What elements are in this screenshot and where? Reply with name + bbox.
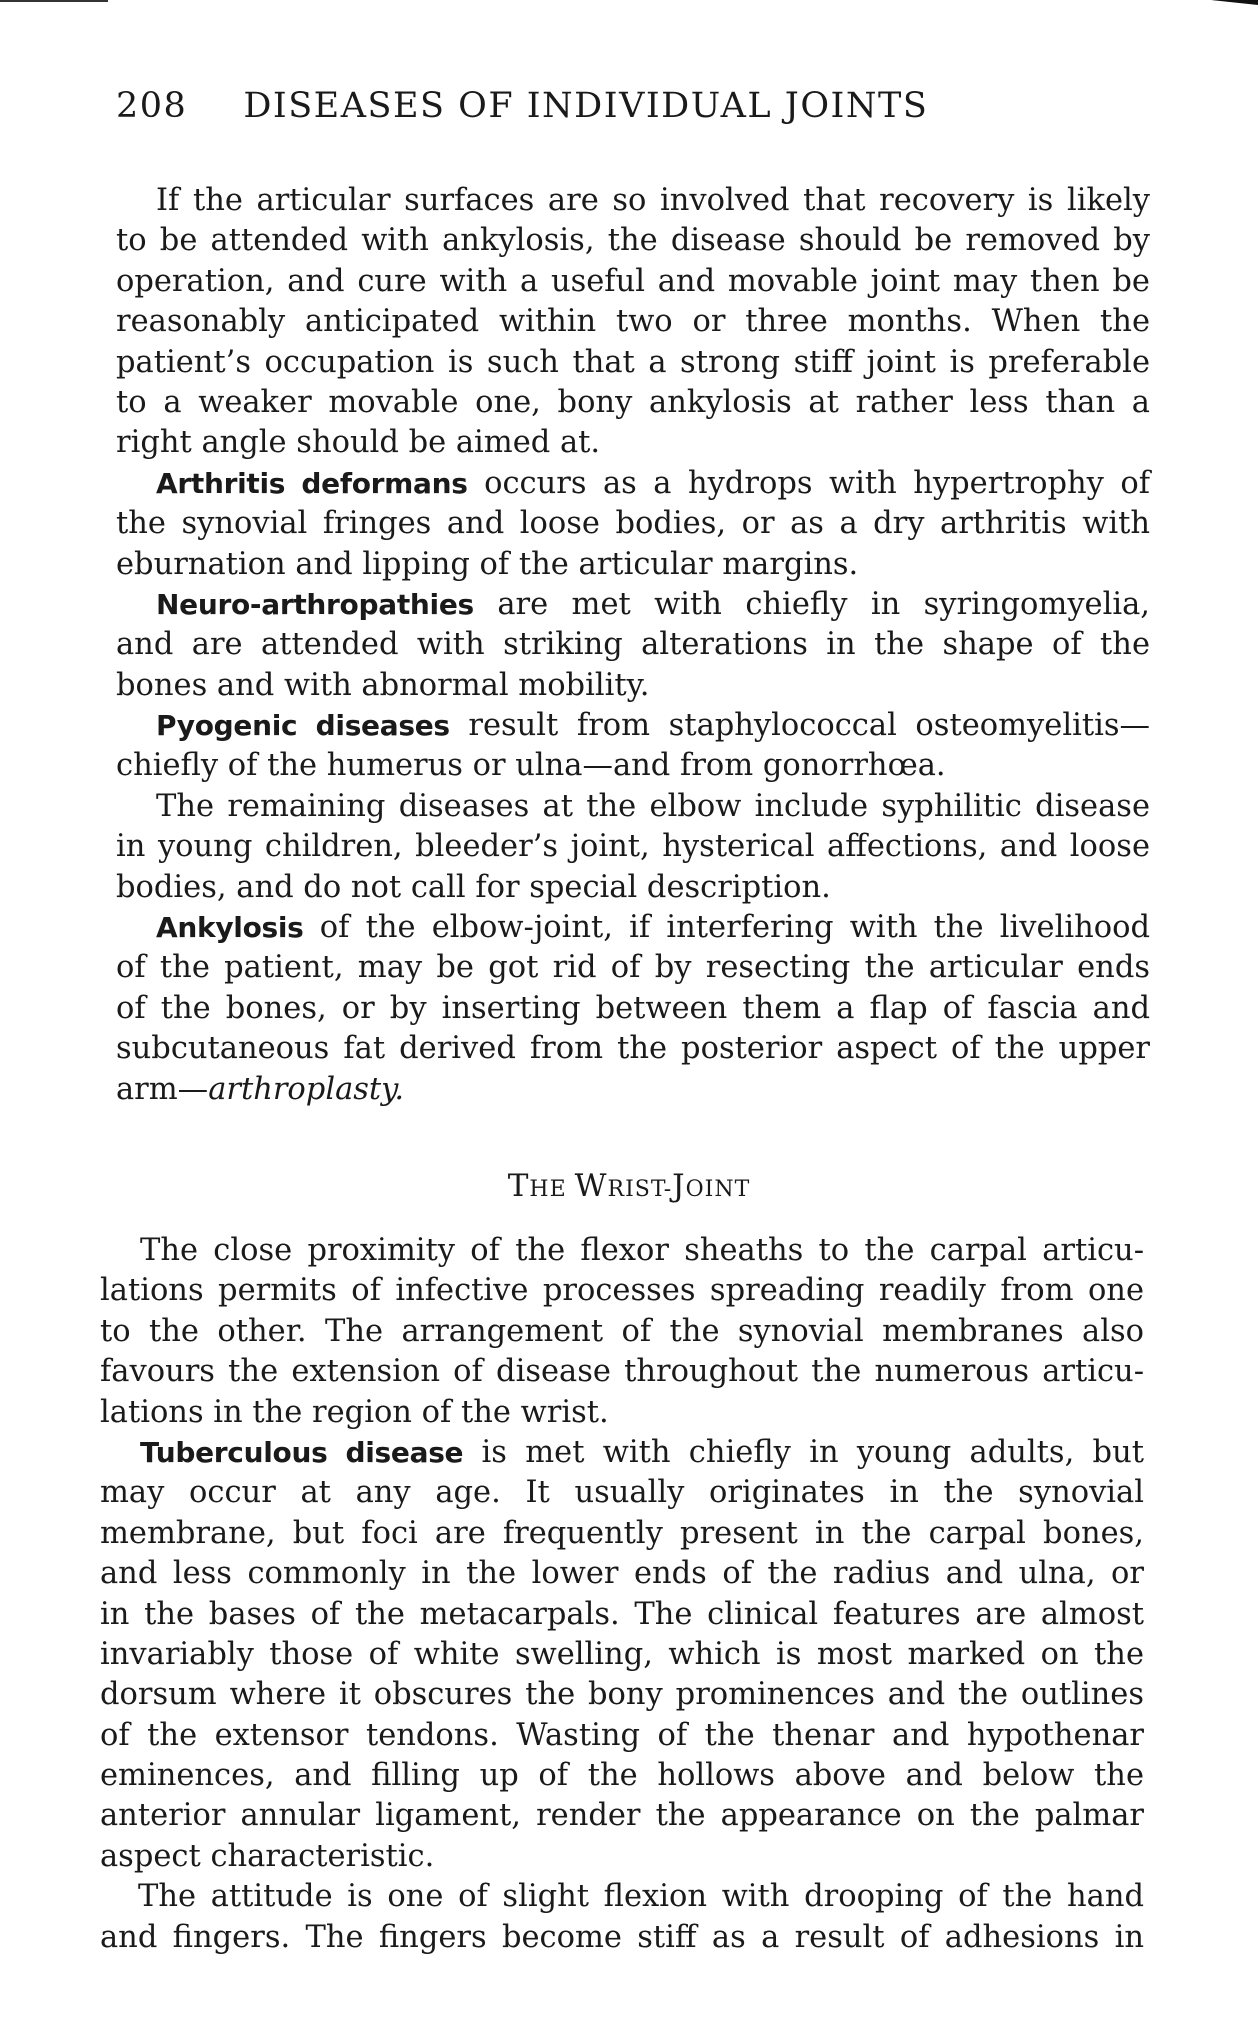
scan-edge-mark [0,0,108,2]
section-heading: THE WRIST-JOINT [507,1168,751,1204]
text-line: of the extensor tendons. Wasting of the thenar and hypothenar [100,1717,1144,1753]
text-line: of the bones, or by inserting between them a flap of fascia and [116,990,1150,1026]
text-line: patient’s occupation is such that a strong stiff joint is preferable [116,344,1150,380]
text-line: reasonably anticipated within two or three months. When the [116,304,1150,340]
upper-text-block [116,181,1150,1110]
running-title: DISEASES OF INDIVIDUAL JOINTS [243,86,929,126]
text-line: dorsum where it obscures the bony prominences and the outlines [100,1677,1144,1713]
text-line: Arthritis deformans occurs as a hydrops with hypertrophy of [156,465,1150,501]
page-number: 208 [116,86,188,126]
text-line: arm—arthroplasty. [116,1071,405,1107]
text-line: bodies, and do not call for special description. [116,869,831,905]
text-line: right angle should be aimed at. [116,425,601,461]
text-line: and fingers. The fingers become stiff as a result of adhesions in [100,1919,1144,1955]
text-line: to a weaker movable one, bony ankylosis at rather less than a [116,384,1150,420]
running-header [116,86,928,126]
text-line: membrane, but foci are frequently present in the carpal bones, [100,1515,1144,1551]
text-line: favours the extension of disease throughout the numerous articu- [100,1354,1144,1390]
text-line: The remaining diseases at the elbow include syphilitic disease [156,788,1150,824]
text-line: invariably those of white swelling, which is most marked on the [100,1636,1144,1672]
text-line: The close proximity of the flexor sheaths to the carpal articu- [140,1233,1144,1268]
text-line: anterior annular ligament, render the appearance on the palmar [100,1798,1144,1834]
text-line: bones and with abnormal mobility. [116,667,650,703]
text-line: Neuro-arthropathies are met with chiefly in syringomyelia, [156,586,1150,622]
text-line: Ankylosis of the elbow-joint, if interfering with the livelihood [156,910,1150,946]
term-pyogenic-diseases: Pyogenic diseases [156,709,450,743]
lower-text-block [100,1231,1144,1958]
term-ankylosis: Ankylosis [156,911,304,945]
text-line: in the bases of the metacarpals. The clinical features are almost [100,1596,1144,1632]
text-line: Pyogenic diseases result from staphylococcal osteomyelitis— [156,708,1150,744]
text-line: The attitude is one of slight flexion with drooping of the hand [138,1879,1144,1915]
text-line: If the articular surfaces are so involved that recovery is likely [156,183,1150,218]
text-line: may occur at any age. It usually originates in the synovial [100,1475,1144,1511]
text-line: lations permits of infective processes spreading readily from one [100,1273,1144,1309]
text-line: the synovial fringes and loose bodies, or as a dry arthritis with [116,506,1150,542]
text-line: Tuberculous disease is met with chiefly in young adults, but [140,1434,1144,1470]
term-neuro-arthropathies: Neuro-arthropathies [156,587,474,621]
term-arthritis-deformans: Arthritis deformans [156,466,468,500]
text-line: of the patient, may be got rid of by resecting the articular ends [116,950,1150,986]
text-line: eminences, and filling up of the hollows above and below the [100,1758,1144,1794]
text-line: in young children, bleeder’s joint, hysterical affections, and loose [116,829,1150,865]
scan-edge-mark [1212,0,1258,5]
text-line: and less commonly in the lower ends of the radius and ulna, or [100,1556,1144,1592]
text-line: chiefly of the humerus or ulna—and from gonorrhœa. [116,748,946,784]
text-line: subcutaneous fat derived from the posterior aspect of the upper [116,1031,1150,1067]
term-tuberculous-disease: Tuberculous disease [140,1435,464,1469]
text-line: operation, and cure with a useful and movable joint may then be [116,263,1150,299]
text-line: aspect characteristic. [100,1838,435,1874]
text-line: and are attended with striking alterations in the shape of the [116,627,1150,663]
text-line: lations in the region of the wrist. [100,1394,609,1430]
text-line: eburnation and lipping of the articular margins. [116,546,859,582]
text-line: to be attended with ankylosis, the disease should be removed by [116,223,1150,259]
term-arthroplasty: arthroplasty. [208,1071,405,1107]
text-line: to the other. The arrangement of the synovial membranes also [100,1313,1144,1349]
